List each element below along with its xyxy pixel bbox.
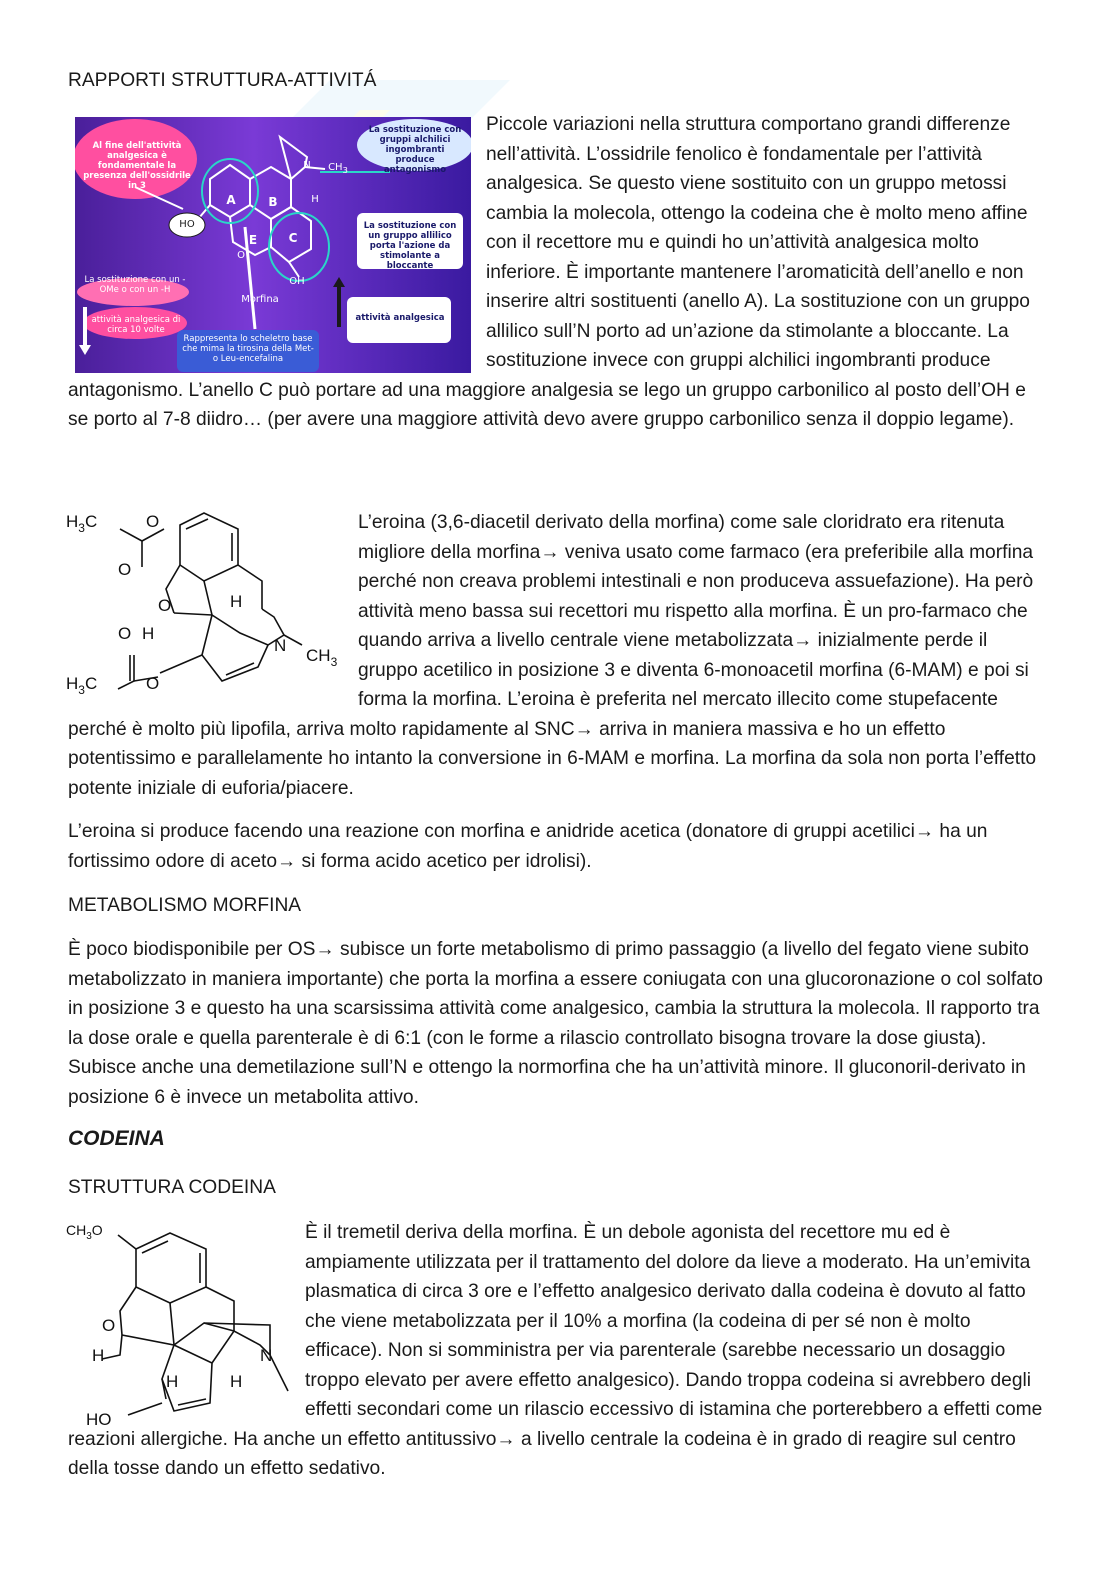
ring-label-e: E <box>248 233 258 247</box>
paragraph-eroina-1: L’eroina (3,6-diacetil derivato della morfina) come sale cloridrato era ritenuta migliore della morfina→ veniva usato come farmaco (era preferibile alla morfina perché non creava problemi intestinali e non produceva assuefazione). Ha però attività meno bassa sui recettori mu rispetto alla morfina. È un pro-farmaco che quando arriva a livello centrale viene metabolizzata→ inizialmente perde il gruppo acetilico in posizione 3 e diventa 6-monoacetil morfina (6-MAM) e poi si forma la morfina. L’eroina è preferita nel mercato illecito come stupefacente perché è molto più lipofila, arriva molto rapidamente al SNC→ arriva in maniera massiva e ho un effetto potentissimo e parallelamente ho intanto la conversione in 6-MAM e morfina. La morfina da sola non porta l’effetto potente iniziale di euforia/piacere. <box>68 512 1037 799</box>
svg-text:N: N <box>260 1346 273 1365</box>
callout-alchilici: La sostituzione con gruppi alchilici ingombranti produce antagonismo <box>368 125 462 175</box>
svg-text:O: O <box>146 512 160 531</box>
svg-text:CH3: $CH_3$ <box>306 646 338 669</box>
svg-text:H3C: $H_3C$ <box>66 674 98 697</box>
callout-allilico: La sostituzione con un gruppo allilico porta l'azione da stimolante a bloccante <box>363 221 457 271</box>
ring-label-b: B <box>268 195 278 209</box>
ring-label-c: C <box>288 231 298 245</box>
callout-ossidrile: Al fine dell'attività analgesica è fondamentale la presenza dell'ossidrile in 3 <box>83 141 191 191</box>
svg-text:CH3O: $CH_3^O$ <box>66 1222 103 1242</box>
svg-text:O: O <box>146 674 160 693</box>
svg-text:N: N <box>274 636 287 655</box>
label-o-bridge: O <box>237 250 245 261</box>
callout-scheletro: Rappresenta lo scheletro base che mima la tirosina della Met- o Leu-encefalina <box>182 334 314 364</box>
svg-text:H: H <box>230 592 243 611</box>
paragraph-codeina: È il tremetil deriva della morfina. È un debole agonista del recettore mu ed è ampiamente utilizzata per il trattamento del dolore da lieve a moderato. Ha un’emivita plasmatica di circa 3 ore e l’effetto analgesico derivato dalla codeina è dovuto al fatto che viene metabolizzata per il 10% a morfina (la codeina di per sé non è molto efficace). Non si somministra per via parenterale (sarebbe necessario un dosaggio troppo elevato per avere effetto analgesico). Dando troppa codeina si avrebbero degli effetti secondari come un rilascio eccessivo di istamina che porterebbero a effetti come reazioni allergiche. Ha anche un effetto antitussivo→ a livello centrale la codeina è in grado di reagire sul centro della tosse dando un effetto sedativo. <box>68 1222 1043 1479</box>
svg-text:H: H <box>230 1372 243 1391</box>
section-title-metabolismo: METABOLISMO MORFINA <box>68 895 302 916</box>
svg-text:O: O <box>158 596 172 615</box>
paragraph-eroina-2: L’eroina si produce facendo una reazione con morfina e anidride acetica (donatore di gruppi acetilici→ ha un fortissimo odore di aceto→ si forma acido acetico per idrolisi). <box>68 821 988 872</box>
label-oh: OH <box>289 276 305 287</box>
label-n: N <box>303 160 311 171</box>
ring-label-a: A <box>226 193 236 207</box>
paragraph-rapporti: Piccole variazioni nella struttura comportano grandi differenze nell’attività. L’ossidrile fenolico è fondamentale per l’attività analgesica. Se questo viene sostituito con un gruppo metossi cambia la molecola, ottengo la codeina che è molto meno affine con il recettore mu e quindi ho un’attività analgesica molto inferiore. È importante mantenere l’aromaticità dell’anello e non inserire altri sostituenti (anello A). La sostituzione con un gruppo allilico sull’N porto ad un’azione da stimolante a bloccante. La sostituzione invece con gruppi alchilici ingombranti produce antagonismo. L’anello C può portare ad una maggiore analgesia se lego un gruppo carbonilico al posto dell’OH e se porto al 7-8 diidro… (per avere una maggiore attività devo avere gruppo carbonilico senza il doppio legame). <box>68 114 1030 430</box>
subtitle-struttura-codeina: STRUTTURA CODEINA <box>68 1177 276 1198</box>
label-ch3: $CH_3$ <box>328 162 348 175</box>
section-title-rapporti: RAPPORTI STRUTTURA-ATTIVITÁ <box>68 70 377 91</box>
svg-text:O: O <box>118 624 132 643</box>
svg-text:HO: HO <box>86 1410 112 1429</box>
label-morfina: Morfina <box>241 294 279 305</box>
label-h: H <box>311 194 319 205</box>
svg-text:O: O <box>118 560 132 579</box>
callout-attivita-10: attività analgesica di circa 10 volte <box>91 315 181 335</box>
svg-text:H3C: $H_3C$ <box>66 512 98 535</box>
label-ho: HO <box>179 219 195 230</box>
svg-text:H: H <box>142 624 155 643</box>
paragraph-metabolismo: È poco biodisponibile per OS→ subisce un forte metabolismo di primo passaggio (a livello del fegato viene subito metabolizzato in maniera importante) che porta la morfina a essere coniugata con una glucoronazione o col solfato in posizione 3 e questo ha una scarsissima attività come analgesico, cambia la struttura la molecola. Il rapporto tra la dose orale e quella parenterale è di 6:1 (con le forme a rilascio controllato bisogna trovare la dose giusta). Subisce anche una demetilazione sull’N e ottengo la normorfina che ha un’attività minore. Il gluconoril-derivato in posizione 6 è invece un metabolita attivo. <box>68 939 1043 1108</box>
svg-text:H: H <box>92 1346 105 1365</box>
callout-attivita: attività analgesica <box>355 313 445 323</box>
svg-text:H: H <box>166 1372 179 1391</box>
section-title-codeina: CODEINA <box>68 1127 165 1150</box>
svg-text:O: O <box>102 1316 116 1335</box>
callout-ome: La sostituzione con un -OMe o con un -H <box>84 275 186 295</box>
